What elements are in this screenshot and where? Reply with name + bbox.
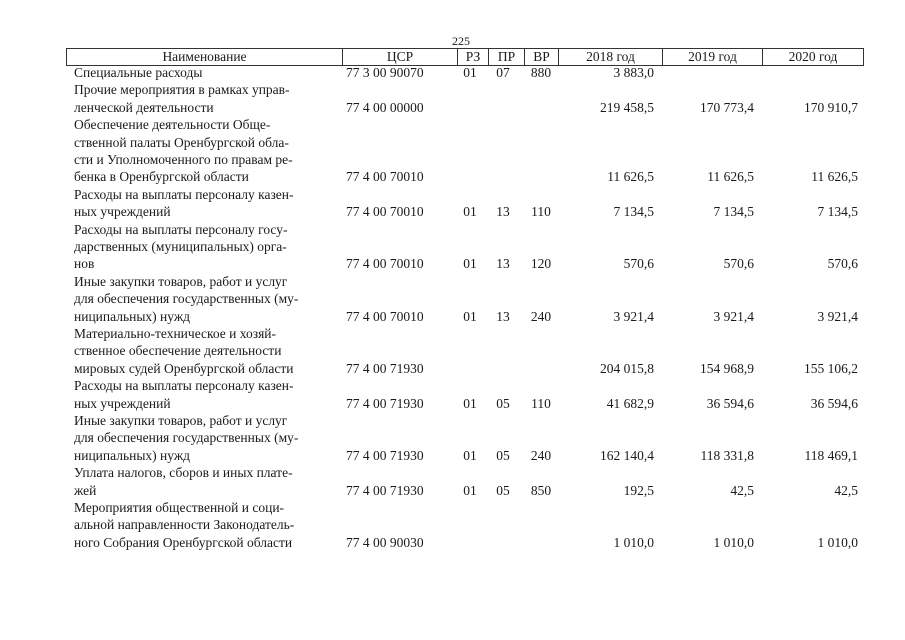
cell-2018: 11 626,5 [607, 169, 654, 185]
cell-2020: 11 626,5 [811, 169, 858, 185]
cell-name-line: дарственных (муниципальных) орга- [74, 238, 287, 254]
cell-2018: 192,5 [623, 482, 654, 498]
cell-2019: 1 010,0 [713, 534, 754, 550]
cell-rz: 01 [463, 308, 477, 324]
cell-name-line: нов [74, 256, 95, 272]
cell-name-line: Иные закупки товаров, работ и услуг [74, 273, 288, 289]
cell-name-line: Обеспечение деятельности Обще- [74, 117, 271, 133]
cell-name-line: ниципальных) нужд [74, 447, 191, 463]
header-2019: 2019 год [663, 49, 763, 65]
cell-2018: 7 134,5 [613, 204, 654, 220]
cell-name-line: Прочие мероприятия в рамках управ- [74, 82, 290, 98]
cell-name-line: Материально-техническое и хозяй- [74, 325, 277, 341]
cell-pr: 07 [496, 64, 510, 80]
cell-2018: 204 015,8 [600, 360, 654, 376]
cell-pr: 05 [496, 447, 510, 463]
cell-name-line: Мероприятия общественной и соци- [74, 499, 285, 515]
cell-name-line: ленческой деятельности [74, 99, 214, 115]
cell-2019: 118 331,8 [700, 447, 754, 463]
cell-2020: 42,5 [834, 482, 858, 498]
cell-2018: 1 010,0 [613, 534, 654, 550]
cell-pr: 13 [496, 308, 510, 324]
cell-csr: 77 4 00 70010 [346, 308, 424, 324]
table-row [0, 116, 905, 186]
cell-2018: 3 883,0 [613, 64, 654, 80]
cell-2019: 570,6 [723, 256, 754, 272]
cell-vr: 240 [530, 447, 552, 463]
cell-2019: 42,5 [730, 482, 754, 498]
table-row [0, 186, 905, 221]
cell-name-line: Расходы на выплаты персоналу казен- [74, 186, 294, 202]
cell-name-line: Иные закупки товаров, работ и услуг [74, 412, 288, 428]
header-vr: ВР [525, 49, 559, 65]
cell-csr: 77 4 00 71930 [346, 360, 424, 376]
cell-2020: 3 921,4 [817, 308, 858, 324]
cell-2018: 162 140,4 [600, 447, 654, 463]
cell-csr: 77 4 00 70010 [346, 169, 424, 185]
cell-vr: 120 [530, 256, 552, 272]
cell-2020: 1 010,0 [817, 534, 858, 550]
cell-2019: 3 921,4 [713, 308, 754, 324]
header-2020: 2020 год [763, 49, 864, 65]
cell-name [74, 499, 322, 551]
cell-name [74, 116, 322, 186]
cell-vr: 240 [530, 308, 552, 324]
cell-name-line: ного Собрания Оренбургской области [74, 534, 293, 550]
cell-2018: 570,6 [623, 256, 654, 272]
cell-name-line: сти и Уполномоченного по правам ре- [74, 152, 293, 167]
cell-2020: 36 594,6 [810, 395, 858, 411]
cell-name-line: для обеспечения государственных (му- [74, 291, 299, 307]
cell-csr: 77 4 00 00000 [346, 99, 424, 115]
cell-name-line: ственное обеспечение деятельности [74, 343, 282, 359]
table-row [0, 221, 905, 273]
cell-name-line: Специальные расходы [74, 65, 203, 80]
cell-pr: 05 [496, 395, 510, 411]
cell-csr: 77 4 00 71930 [346, 447, 424, 463]
cell-2020: 155 106,2 [804, 360, 858, 376]
cell-2018: 219 458,5 [600, 99, 654, 115]
cell-2018: 41 682,9 [606, 395, 654, 411]
cell-name-line: бенка в Оренбургской области [74, 169, 249, 185]
cell-name [74, 464, 322, 499]
cell-rz: 01 [463, 447, 477, 463]
header-2018: 2018 год [559, 49, 663, 65]
cell-name-line: для обеспечения государственных (му- [74, 430, 299, 446]
cell-csr: 77 4 00 70010 [346, 256, 424, 272]
cell-2019: 36 594,6 [706, 395, 754, 411]
cell-name-line: Уплата налогов, сборов и иных плате- [74, 465, 293, 481]
cell-name [74, 325, 322, 377]
cell-csr: 77 3 00 90070 [346, 64, 424, 80]
table-row [0, 464, 905, 499]
cell-vr: 110 [531, 204, 551, 220]
header-name: Наименование [66, 49, 343, 65]
cell-name [74, 377, 322, 412]
table-row [0, 499, 905, 551]
cell-name-line: Расходы на выплаты персоналу госу- [74, 221, 288, 237]
table-row [0, 273, 905, 325]
cell-name-line: ственной палаты Оренбургской обла- [74, 134, 289, 150]
cell-name-line: мировых судей Оренбургской области [74, 360, 294, 376]
cell-name [74, 64, 322, 81]
cell-rz: 01 [463, 256, 477, 272]
table-body [0, 64, 905, 551]
page-number: 225 [452, 34, 470, 48]
cell-2020: 118 469,1 [804, 447, 858, 463]
cell-2020: 7 134,5 [817, 204, 858, 220]
cell-2019: 7 134,5 [713, 204, 754, 220]
cell-vr: 850 [530, 482, 552, 498]
table-row [0, 377, 905, 412]
cell-pr: 05 [496, 482, 510, 498]
cell-name-line: Расходы на выплаты персоналу казен- [74, 378, 294, 394]
table-row [0, 81, 905, 116]
header-rz: РЗ [458, 49, 489, 65]
cell-2018: 3 921,4 [613, 308, 654, 324]
cell-rz: 01 [463, 482, 477, 498]
header-pr: ПР [489, 49, 525, 65]
cell-pr: 13 [496, 256, 510, 272]
table-row [0, 412, 905, 464]
cell-name-line: жей [74, 482, 97, 498]
table-row [0, 325, 905, 377]
cell-2019: 11 626,5 [707, 169, 754, 185]
cell-2019: 170 773,4 [700, 99, 754, 115]
cell-csr: 77 4 00 70010 [346, 204, 424, 220]
cell-rz: 01 [463, 395, 477, 411]
cell-name [74, 412, 322, 464]
cell-csr: 77 4 00 71930 [346, 482, 424, 498]
cell-name [74, 186, 322, 221]
cell-csr: 77 4 00 71930 [346, 395, 424, 411]
cell-rz: 01 [463, 64, 477, 80]
cell-2020: 170 910,7 [804, 99, 858, 115]
cell-name-line: ных учреждений [74, 395, 171, 411]
table-row [0, 64, 905, 81]
cell-name-line: альной направленности Законодатель- [74, 517, 295, 533]
cell-name [74, 221, 322, 273]
header-csr: ЦСР [343, 49, 458, 65]
cell-2019: 154 968,9 [700, 360, 754, 376]
cell-csr: 77 4 00 90030 [346, 534, 424, 550]
cell-vr: 110 [531, 395, 551, 411]
cell-vr: 880 [530, 64, 552, 80]
cell-2020: 570,6 [827, 256, 858, 272]
cell-name-line: ных учреждений [74, 204, 171, 220]
cell-name [74, 273, 322, 325]
cell-pr: 13 [496, 204, 510, 220]
cell-name [74, 81, 322, 116]
cell-name-line: ниципальных) нужд [74, 308, 191, 324]
cell-rz: 01 [463, 204, 477, 220]
